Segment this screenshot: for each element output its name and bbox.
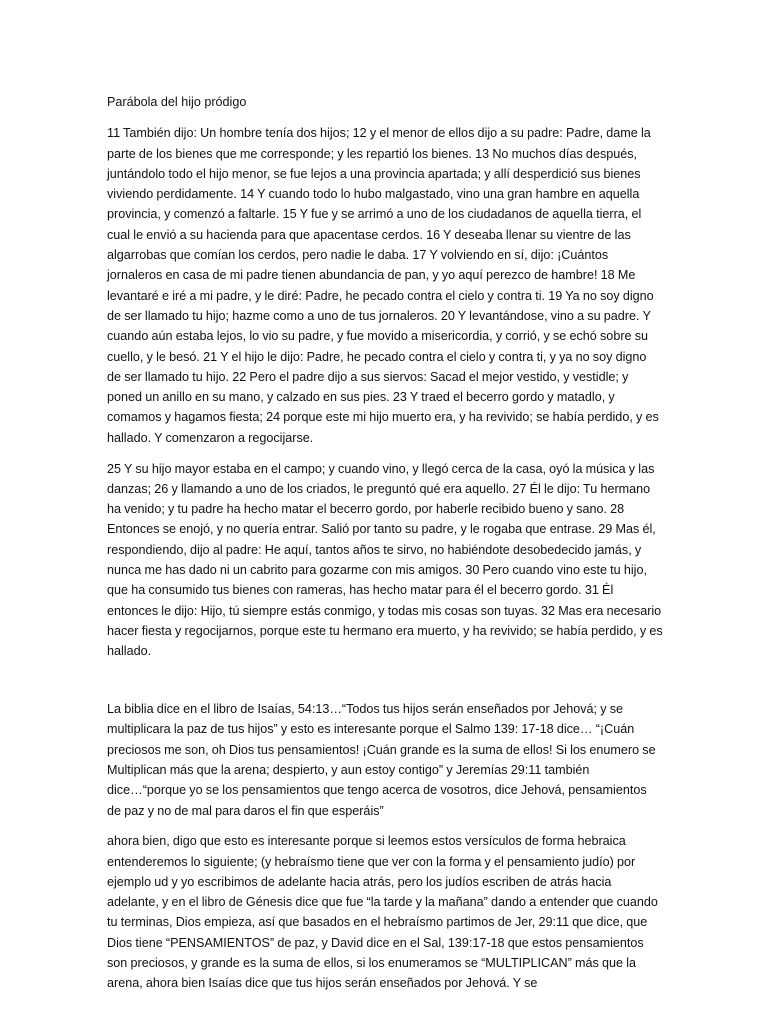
blank-gap bbox=[107, 672, 663, 699]
paragraph-3: La biblia dice en el libro de Isaías, 54:13…“Todos tus hijos serán enseñados por Jehová; y se multiplicara la paz de tus hijos” y esto es interesante porque el Salmo 139: 17-18 dice… “¡Cuán preciosos me son, oh Dios tus pensamientos! ¡Cuán grande es la suma de ellos! Si los enumero se Multiplican más que la arena; despierto, y aun estoy contigo” y Jeremías 29:11 también dice…“porque yo se los pensamientos que tengo acerca de vosotros, dice Jehová, pensamientos de paz y no de mal para daros el fin que esperáis” bbox=[107, 702, 656, 818]
paragraph-1: 11 También dijo: Un hombre tenía dos hijos; 12 y el menor de ellos dijo a su padre: Padre, dame la parte de los bienes que me corresponde; y les repartió los bienes. 13 No muchos días después, juntándolo todo el hijo menor, se fue lejos a una provincia apartada; y allí desperdició sus bienes viviendo perdidamente. 14 Y cuando todo lo hubo malgastado, vino una gran hambre en aquella provincia, y comenzó a faltarle. 15 Y fue y se arrimó a uno de los ciudadanos de aquella tierra, el cual le envió a su hacienda para que apacentase cerdos. 16 Y deseaba llenar su vientre de las algarrobas que comían los cerdos, pero nadie le daba. 17 Y volviendo en sí, dijo: ¡Cuántos jornaleros en casa de mi padre tienen abundancia de pan, y yo aquí perezco de hambre! 18 Me levantaré e iré a mi padre, y le diré: Padre, he pecado contra el cielo y contra ti. 19 Ya no soy digno de ser llamado tu hijo; hazme como a uno de tus jornaleros. 20 Y levantándose, vino a su padre. Y cuando aún estaba lejos, lo vio su padre, y fue movido a misericordia, y corrió, y se echó sobre su cuello, y le besó. 21 Y el hijo le dijo: Padre, he pecado contra el cielo y contra ti, y ya no soy digno de ser llamado tu hijo. 22 Pero el padre dijo a sus siervos: Sacad el mejor vestido, y vestidle; y poned un anillo en su mano, y calzado en sus pies. 23 Y traed el becerro gordo y matadlo, y comamos y hagamos fiesta; 24 porque este mi hijo muerto era, y ha revivido; se había perdido, y es hallado. Y comenzaron a regocijarse. bbox=[107, 126, 659, 445]
paragraph-4: ahora bien, digo que esto es interesante porque si leemos estos versículos de forma hebraica entenderemos lo siguiente; (y hebraísmo tiene que ver con la forma y el pensamiento judío) por ejemplo ud y yo escribimos de adelante hacia atrás, pero los judíos escriben de atrás hacia adelante, y en el libro de Génesis dice que fue “la tarde y la mañana” dando a entender que cuando tu terminas, Dios empieza, así que basados en el hebraísmo partimos de Jer, 29:11 que dice, que Dios tiene “PENSAMIENTOS” de paz, y David dice en el Sal, 139:17-18 que estos pensamientos son preciosos, y grande es la suma de ellos, si los enumeramos se “MULTIPLICAN” más que la arena, ahora bien Isaías dice que tus hijos serán enseñados por Jehová. Y se bbox=[107, 834, 658, 991]
paragraph-2: 25 Y su hijo mayor estaba en el campo; y cuando vino, y llegó cerca de la casa, oyó la música y las danzas; 26 y llamando a uno de los criados, le preguntó qué era aquello. 27 Él le dijo: Tu hermano ha venido; y tu padre ha hecho matar el becerro gordo, por haberle recibido bueno y sano. 28 Entonces se enojó, y no quería entrar. Salió por tanto su padre, y le rogaba que entrase. 29 Mas él, respondiendo, dijo al padre: He aquí, tantos años te sirvo, no habiéndote desobedecido jamás, y nunca me has dado ni un cabrito para gozarme con mis amigos. 30 Pero cuando vino este tu hijo, que ha consumido tus bienes con rameras, has hecho matar para él el becerro gordo. 31 Él entonces le dijo: Hijo, tú siempre estás conmigo, y todas mis cosas son tuyas. 32 Mas era necesario hacer fiesta y regocijarnos, porque este tu hermano era muerto, y ha revivido; se había perdido, y es hallado. bbox=[107, 461, 663, 659]
document-page bbox=[107, 92, 663, 1004]
document-title: Parábola del hijo pródigo bbox=[107, 95, 247, 109]
